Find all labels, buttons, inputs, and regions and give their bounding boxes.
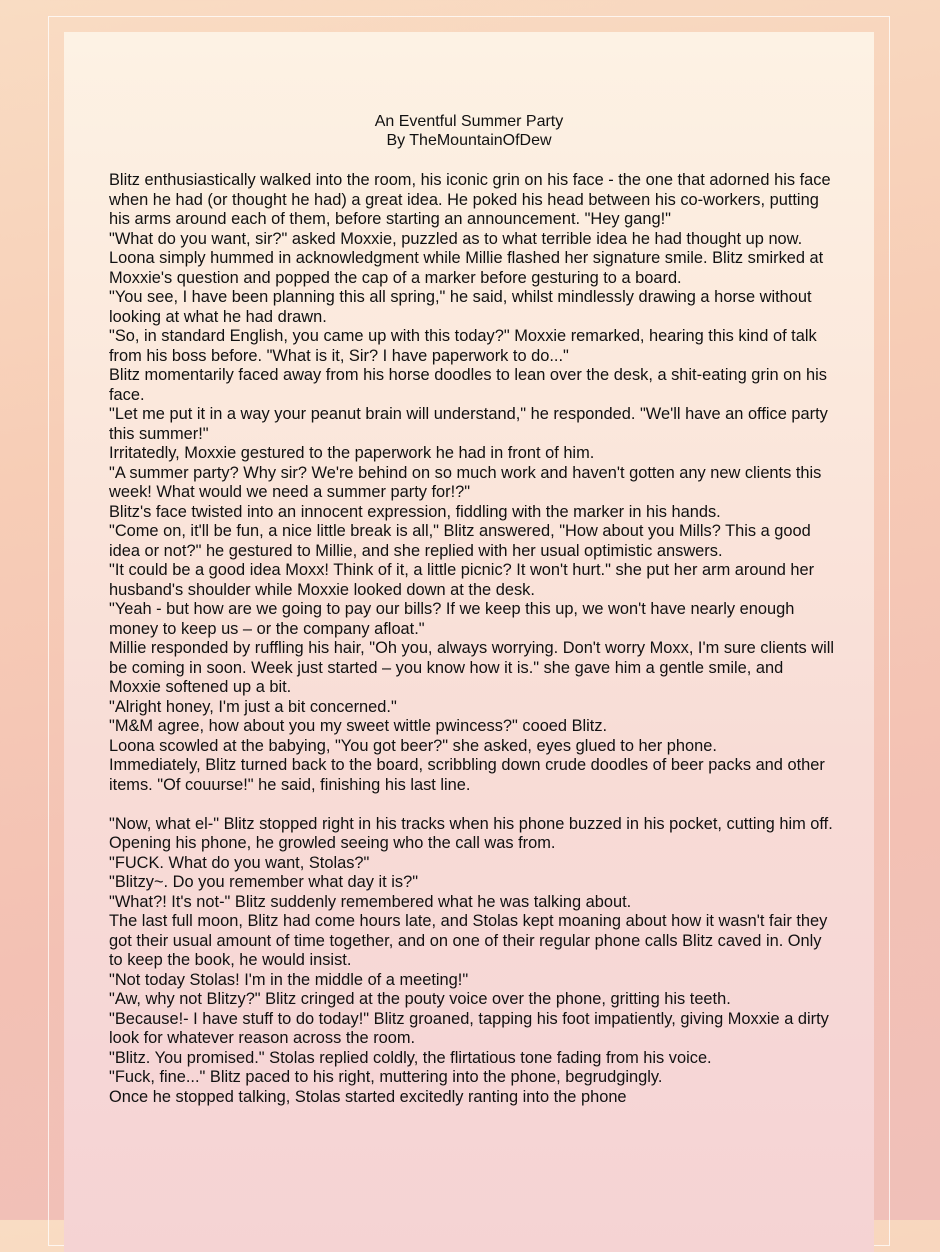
paragraph: "Because!- I have stuff to do today!" Blitz groaned, tapping his foot impatiently, giving Moxxie a dirty look for whatever reason across the room. bbox=[109, 1009, 829, 1047]
paragraph: "Aw, why not Blitzy?" Blitz cringed at the pouty voice over the phone, gritting his teeth. bbox=[109, 990, 731, 1008]
paragraph: Blitz's face twisted into an innocent expression, fiddling with the marker in his hands. bbox=[109, 502, 721, 521]
paragraph: "Yeah - but how are we going to pay our bills? If we keep this up, we won't have nearly enough money to keep us – or the company afloat." bbox=[109, 600, 795, 638]
paragraph: "M&M agree, how about you my sweet wittle pwincess?" cooed Blitz. bbox=[109, 717, 608, 735]
paragraph: "So, in standard English, you came up with this today?" Moxxie remarked, hearing this kind of talk from his boss before. "What is it, Sir? I have paperwork to do..." bbox=[109, 327, 817, 365]
paragraph: "Fuck, fine..." Blitz paced to his right, muttering into the phone, begrudgingly. bbox=[109, 1068, 663, 1086]
paragraph: Blitz momentarily faced away from his horse doodles to lean over the desk, a shit-eating grin on his face. bbox=[109, 366, 827, 404]
paragraph: "A summer party? Why sir? We're behind on so much work and haven't gotten any new clients this week! What would we need a summer party for!?" bbox=[109, 463, 822, 501]
paragraph: "What do you want, sir?" asked Moxxie, puzzled as to what terrible idea he had thought up now. Loona simply hummed in acknowledgment while Millie flashed her signature smile. Blitz smirked at Moxxie's question and popped the cap of a marker before gesturing to a board. bbox=[109, 229, 824, 287]
paragraph: Immediately, Blitz turned back to the board, scribbling down crude doodles of beer packs and other items. "Of couurse!" he said, finishing his last line. bbox=[109, 756, 825, 794]
paragraph: "Let me put it in a way your peanut brain will understand," he responded. "We'll have an office party this summer!" bbox=[109, 405, 828, 443]
paragraph: "It could be a good idea Moxx! Think of it, a little picnic? It won't hurt." she put her arm around her husband's shoulder while Moxxie looked down at the desk. bbox=[109, 561, 815, 599]
paragraph: Loona scowled at the babying, "You got beer?" she asked, eyes glued to her phone. bbox=[109, 736, 717, 755]
paragraph: "What?! It's not-" Blitz suddenly remembered what he was talking about. bbox=[109, 892, 632, 911]
paragraph: "Now, what el-" Blitz stopped right in his tracks when his phone buzzed in his pocket, cutting him off. Opening his phone, he growled seeing who the call was from. bbox=[109, 814, 833, 852]
story-body bbox=[109, 171, 839, 1107]
paragraph: Irritatedly, Moxxie gestured to the paperwork he had in front of him. bbox=[109, 444, 595, 462]
story-byline: By TheMountainOfDew bbox=[386, 132, 552, 149]
paragraph: The last full moon, Blitz had come hours late, and Stolas kept moaning about how it wasn't fair they got their usual amount of time together, and on one of their regular phone calls Blitz caved in. Only to keep the book, he would insist. bbox=[109, 912, 828, 969]
document-page bbox=[64, 32, 874, 1252]
paragraph: "Blitzy~. Do you remember what day it is?" bbox=[109, 873, 419, 891]
paragraph: "Alright honey, I'm just a bit concerned." bbox=[109, 697, 397, 716]
paragraph: "Not today Stolas! I'm in the middle of a meeting!" bbox=[109, 970, 469, 989]
paragraph: Blitz enthusiastically walked into the room, his iconic grin on his face - the one that adorned his face when he had (or thought he had) a great idea. He poked his head between his co-workers, putting his arms around each of them, before starting an announcement. "Hey gang!" bbox=[109, 171, 831, 228]
paragraph: "Come on, it'll be fun, a nice little break is all," Blitz answered, "How about you Mills? This a good idea or not?" he gestured to Millie, and she replied with her usual optimistic answers. bbox=[109, 522, 811, 560]
paragraph: "Blitz. You promised." Stolas replied coldly, the flirtatious tone fading from his voice. bbox=[109, 1048, 712, 1067]
paragraph: Millie responded by ruffling his hair, "Oh you, always worrying. Don't worry Moxx, I'm sure clients will be coming in soon. Week just started – you know how it is." she gave him a gentle smile, and Moxxie softened up a bit. bbox=[109, 639, 835, 696]
section-break bbox=[109, 795, 839, 815]
document-header bbox=[64, 112, 874, 150]
story-title: An Eventful Summer Party bbox=[374, 113, 564, 130]
paragraph: Once he stopped talking, Stolas started excitedly ranting into the phone bbox=[109, 1087, 627, 1106]
paragraph: "FUCK. What do you want, Stolas?" bbox=[109, 853, 370, 872]
paragraph: "You see, I have been planning this all spring," he said, whilst mindlessly drawing a horse without looking at what he had drawn. bbox=[109, 288, 812, 326]
